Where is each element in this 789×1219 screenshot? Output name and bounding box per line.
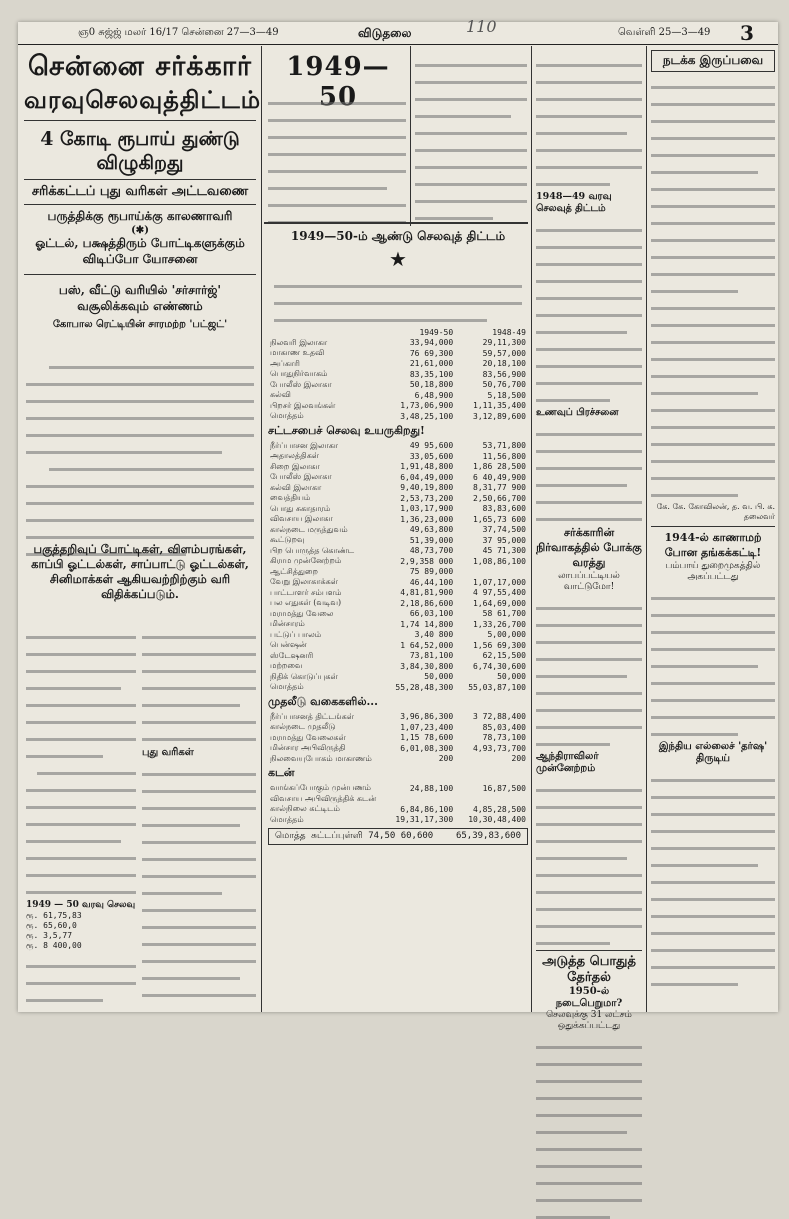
table-row [268,754,528,765]
row-value-1948: 200 [511,754,526,764]
row-value-1948: 6 40,49,900 [473,472,526,482]
stat-4: ரூ. 8 400,00 [26,941,82,950]
row-value-1949: 2,9,358 000 [400,556,454,566]
row-value-1948: 85,03,400 [482,722,526,732]
table-row [268,598,528,609]
row-value-1948: 1,64,69,000 [473,598,526,608]
lead-headline-block [24,50,262,350]
lead-title-2: வரவுசெலவுத்திட்டம் [24,84,256,121]
budget-table-heading: 1949—50-ம் ஆண்டு செலவுத் திட்டம் [290,229,506,243]
row-value-1949: 3,40 800 [414,630,454,640]
row-value-1949: 1 64,52,000 [400,640,454,650]
row-value-1949: 21,61,000 [409,359,454,369]
new-tax-subhead: புது வரிகள் [142,747,194,758]
hotels-headline: ஓட்டல், பக்ஷத்திரும் போட்டிகளுக்கும் விடிப்போ யோசனை [35,236,245,266]
table-row [268,472,528,483]
table-row [268,525,528,536]
legislature-heading: சட்டசபைச் செலவு உயருகிறது! [268,423,425,437]
row-value-1948: 50,000 [497,672,526,682]
row-value-1948: 83,83,600 [482,504,526,514]
left-sub-col-a [26,622,136,1002]
row-value-1949: 9,40,19,800 [400,483,454,493]
row-label: கால்நடை மருத்துவம் [270,524,348,534]
table-row [268,672,528,683]
table-row [268,743,528,754]
page-number: 3 [740,21,754,45]
budget-table-3 [268,567,528,693]
row-label: விவசாய இலாகா [270,514,333,524]
next-poll-sub: செலவுக்கு 31 லட்சம் ஒதுக்கப்பட்டது [546,1010,632,1031]
row-value-1948: 29,11,300 [482,338,526,348]
row-value-1949: 24,88,100 [409,783,454,793]
row-label: நீர்ப்பாசன இலாகா [270,440,339,450]
table-row [268,783,528,794]
table-row [268,535,528,546]
mid-top-text-a [268,88,406,218]
row-value-1948 [455,567,528,578]
column-rule [410,46,411,226]
row-value-1948: 37,74,500 [482,525,526,535]
table-row [268,567,528,578]
row-value-1948 [455,794,528,805]
paper-name: விடுதலை [358,26,412,40]
row-label: அதாலத்திகள் [270,451,320,461]
row-value-1948: 5,18,500 [487,390,526,400]
budget-1948-head: 1948—49 வரவு செலவுத் திட்டம் [536,191,612,214]
row-value-1948: 83,56,900 [482,369,526,379]
grand-total-label: மொத்த சுட்டப்புள்ளி [275,831,363,841]
table-top-rule [264,222,528,224]
row-label: நிதிக் கொடுப்புகள் [270,671,338,681]
row-value-1948: 1,08,86,100 [473,556,526,566]
row-value-1949: 33,05,600 [409,451,454,461]
row-label: மராமத்து வேலைகள் [270,732,346,742]
year-headline: 1949—50 [286,52,390,112]
row-value-1949: 6,48,900 [414,390,454,400]
grand-total-box [268,828,528,845]
row-label: நிலவையுபோகம் மாகாணம் [270,753,372,763]
row-value-1948: 59,57,000 [482,348,526,358]
row-value-1948: 3 72,88,400 [473,712,526,722]
row-value-1949: 2,18,86,600 [400,598,454,608]
row-value-1948: 1,86 28,500 [473,462,526,472]
star-icon: ★ [389,247,407,271]
row-label: பிறசர் இலவங்கள் [270,400,336,410]
row-value-1949: 1,03,17,900 [400,504,454,514]
table-row [268,588,528,599]
row-value-1949: 49 95,600 [409,441,454,451]
row-value-1948: 58 61,700 [482,609,526,619]
row-label: கல்வி [270,390,291,400]
row-value-1949: 83,35,100 [409,369,454,379]
table-row [268,401,528,412]
row-label: கிராம முன்னேற்றம் [270,556,342,566]
grand-total-b: 65,39,83,600 [455,831,521,841]
row-label: பாட்டாளர் சம்பளம் [270,587,342,597]
masthead [18,17,778,45]
row-value-1949: 46,44,100 [409,577,454,587]
row-label: வாங்கப்போகும் முன்பணம் [270,783,371,793]
row-label: மற்றவை [270,661,303,671]
table-row [268,483,528,494]
row-value-1949: 50,000 [424,672,454,682]
row-label: கால்நடை முதலீடு [270,722,336,732]
table-row [268,411,528,422]
table-row [268,504,528,515]
table-row [268,630,528,641]
tobacco-tax-headline: பருத்திக்கு ரூபாய்க்கு காலணாவரி [47,209,233,223]
row-value-1949: 1,07,23,400 [400,722,454,732]
row-label: பென்ஷன் [270,640,307,650]
row-label: பொதுநிர்வாகம் [270,369,328,379]
row-value-1949: 1,73,06,900 [400,401,454,411]
row-value-1949: 4,81,81,900 [400,588,454,598]
row-value-1949 [382,794,455,805]
table-row [268,609,528,620]
table-row [268,661,528,672]
table-row [268,733,528,744]
capital-heading: முதலீடு வகைகளில்... [268,694,378,708]
row-value-1949: 48,73,700 [409,546,454,556]
row-value-1949: 6,01,08,300 [400,743,454,753]
row-value-1948: 4,93,73,700 [473,743,526,753]
row-value-1949: 51,39,000 [409,535,454,545]
row-value-1948: 2,50,66,700 [473,493,526,503]
row-label: மராமத்து வேலை [270,608,334,618]
small-table-title: 1949 — 50 வரவு செலவு [26,900,136,910]
left-body-1 [26,352,254,552]
fuel-headline: பகுத்தறிவுப் போட்டிகள், விளம்பரங்கள், காப்பி ஓட்டல்கள், சாப்பாட்டு ஓட்டல்கள், சினிமாக்கள் ஆகியவற்றிற்கும் வரி விதிக்கப்படும். [31,542,249,601]
row-value-1949: 3,84,30,800 [400,661,454,671]
row-label: ஸ்டேஷனரி [270,650,314,660]
row-label: பல எதுகள் (வடிவ) [270,598,342,608]
row-value-1949: 200 [438,754,454,764]
lead-title-1: சென்னை சர்க்கார் [27,51,253,82]
budget-table-block [268,227,528,1007]
table-row [268,640,528,651]
row-value-1948: 3,12,89,600 [473,411,526,421]
mid-right-column [536,50,642,1031]
table-row [268,451,528,462]
table-row [268,682,528,693]
table-row [268,794,528,805]
table-row [268,619,528,630]
table-row [268,380,528,391]
sidebar-byline: கே. கே. கோவிலன், த. வ. பி. க. தலைவர் [656,502,775,521]
mid-top-text-b [415,50,527,220]
column-rule [646,46,647,1012]
stat-3: ரூ. 3,5,77 [26,931,73,940]
table-header-row [268,327,528,338]
sidebar-title: நடக்க இருப்பவை [651,50,775,72]
row-label: மாகாண உதவி [270,348,325,358]
stat-2: ரூ. 65,60,0 [26,921,77,930]
row-label: ஆட்சித்துறை [270,566,318,576]
row-value-1948: 6,74,30,600 [473,661,526,671]
row-label: போலீஸ் இலாகா [270,379,332,389]
row-label: பொது சுகாதாரம் [270,503,331,513]
col-header-1949: 1949-50 [419,327,454,337]
fuel-headline-block [26,542,254,622]
gold-bar-sub: பம்பாய் துறைமுகத்தில் அகப்பட்டது [665,561,761,582]
row-value-1948: 1,56 69,300 [473,640,526,650]
row-value-1949: 1,36,23,000 [400,514,454,524]
row-value-1948: 50,76,700 [482,380,526,390]
right-sidebar [651,50,775,1010]
air-head: லாபப்பட்டியல் வாட்டுமோ! [558,571,620,592]
loans-heading: கடன் [268,766,295,779]
table-row [268,804,528,815]
row-value-1949: 6,04,49,000 [400,472,454,482]
table-row [268,546,528,557]
row-value-1949: 75 89,000 [409,567,454,577]
row-value-1948: 1,33,26,700 [473,619,526,629]
row-label: போலீஸ் இலாகா [270,472,332,482]
new-tax-headline: சரிக்கட்டப் புது வரிகள் அட்டவணை [31,184,249,199]
row-value-1948: 16,87,500 [482,783,526,793]
byline: கோபால ரெட்டியின் சாரமற்ற 'பட்ஜட்' [52,319,228,330]
table-row [268,712,528,723]
row-label: கூட்டுறவு [270,535,305,545]
table-row [268,577,528,588]
row-value-1948: 8,31,77 900 [473,483,526,493]
row-label: விவசாய அபிவிருத்திக் கடன் [270,793,377,803]
row-value-1949: 1,74 14,800 [400,619,454,629]
budget-table-5 [268,783,528,825]
row-label: கால்நிலை கட்டிடம் [270,804,340,814]
food-head: உணவுப் பிரச்சனை [536,407,619,418]
table-row [268,722,528,733]
row-value-1948: 62,15,500 [482,651,526,661]
transport-head: சர்க்காரின் நிர்வாகத்தில் போக்கு வரத்து [536,526,642,569]
row-value-1949: 3,96,86,300 [400,712,454,722]
column-rule [261,46,262,1012]
table-row [268,493,528,504]
table-row [268,390,528,401]
column-rule [531,46,532,1012]
table-row [268,338,528,349]
row-label: மொத்தம் [270,682,304,692]
india-border-head: இந்திய எல்லைச் 'தர்ஷ' திருடிய் [658,741,768,764]
table-row [268,441,528,452]
row-value-1948: 78,73,100 [482,733,526,743]
row-label: மொத்தம் [270,814,304,824]
table-row [268,359,528,370]
row-value-1948: 11,56,800 [482,451,526,461]
next-poll-head: அடுத்த பொதுத் தேர்தல் [542,954,636,985]
row-value-1949: 2,53,73,200 [400,493,454,503]
grand-total-a: 74,50 60,600 [368,831,434,841]
row-label: கல்வி இலாகா [270,482,322,492]
budget-table [268,327,528,422]
col-header-1948: 1948-49 [492,327,526,337]
table-row [268,815,528,826]
row-value-1949: 76 69,300 [409,348,454,358]
left-sub-col-b [142,622,256,1002]
row-value-1949: 33,94,000 [409,338,454,348]
gold-bar-head: 1944-ல் காணாமற் போன தங்கக்கட்டி! [664,531,762,559]
row-value-1949: 1,91,48,800 [400,462,454,472]
row-value-1948: 10,30,48,400 [468,815,526,825]
table-row [268,369,528,380]
surcharge-headline: பஸ், வீட்டு வரியில் 'சர்சார்ஜ்' வசூலிக்கவும் எண்ணம் [58,283,222,313]
row-label: பட்டுப் பாலம் [270,629,322,639]
row-value-1949: 6,84,86,100 [400,804,454,814]
next-poll-question: 1950-ல் நடைபெறுமா? [555,986,623,1009]
row-label: மின்சார அபிவிருத்தி [270,743,346,753]
row-value-1948: 53,71,800 [482,441,526,451]
row-label: அப்காரி [270,358,300,368]
stat-1: ரூ. 61,75,83 [26,911,82,920]
row-value-1949: 55,28,48,300 [395,682,454,692]
row-value-1948: 1,11,35,400 [473,401,526,411]
table-row [268,556,528,567]
row-value-1949: 19,31,17,300 [395,815,454,825]
hydro-head: ஆந்திராவிலர் முன்னேற்றம் [536,751,599,774]
deficit-headline: 4 கோடி ரூபாய் துண்டு விழுகிறது [40,128,240,174]
row-label: வேறு இலாகாக்கள் [270,577,338,587]
date-right: வெள்ளி 25—3—49 [618,27,711,38]
row-label: மொத்தம் [270,411,304,421]
row-value-1949: 73,81,100 [409,651,454,661]
row-label: நிலவரி இலாகா [270,337,328,347]
star-separator: (✱) [131,225,149,236]
row-value-1949: 50,18,800 [409,380,454,390]
row-value-1949: 49,63,800 [409,525,454,535]
row-value-1948: 4,85,28,500 [473,804,526,814]
row-value-1948: 4 97,55,400 [473,588,526,598]
row-value-1948: 1,07,17,000 [473,577,526,587]
row-label: வைத்தியம் [270,493,311,503]
row-label: மின்சாரம் [270,619,305,629]
issue-info: ஞ0 சுஜ்ஜ் மலர் 16/17 சென்னை 27—3—49 [78,27,279,38]
table-row [268,348,528,359]
newspaper-page [18,17,778,1031]
row-value-1948: 20,18,100 [482,359,526,369]
table-row [268,651,528,662]
row-value-1949: 66,03,100 [409,609,454,619]
table-row [268,462,528,473]
row-value-1948: 1,65,73 600 [473,514,526,524]
budget-table-2 [268,441,528,567]
row-label: நீர்ப்பாசனத் திட்டங்கள் [270,711,354,721]
row-label: பிற பொருத்த கொண்ட [270,545,355,555]
row-value-1948: 45 71,300 [482,546,526,556]
table-row [268,514,528,525]
row-value-1948: 55,03,87,100 [468,682,526,692]
row-value-1948: 37 95,000 [482,535,526,545]
row-value-1948: 5,00,000 [487,630,526,640]
budget-table-4 [268,712,528,765]
row-value-1949: 3,48,25,100 [400,411,454,421]
handwritten-number: 110 [466,17,497,36]
row-value-1949: 1,15 78,600 [400,733,454,743]
row-label: சிறை இலாகா [270,461,320,471]
